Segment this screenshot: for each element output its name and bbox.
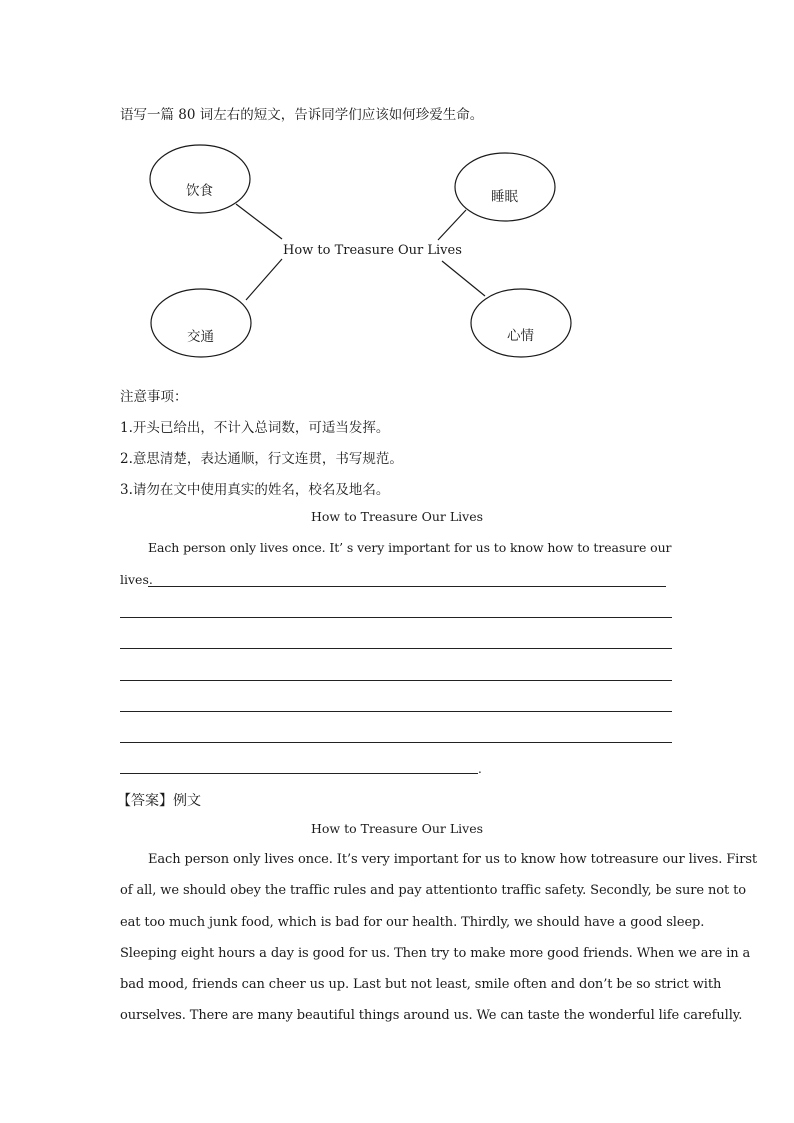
node-traffic-label: 交通: [187, 329, 214, 345]
note-item: 2.意思清楚，表达通顺，行文连贯，书写规范。: [120, 451, 403, 467]
end-mark: .: [478, 762, 482, 776]
instruction-text: 语写一篇 80 词左右的短文，告诉同学们应该如何珍爱生命。: [120, 107, 484, 123]
node-mood-label: 心情: [507, 328, 534, 344]
prompt-lives-word: lives.: [120, 572, 153, 587]
prompt-title: How to Treasure Our Lives: [310, 509, 483, 524]
connector-sleep: [438, 210, 466, 240]
writing-line: [120, 742, 672, 743]
node-traffic-ellipse: [151, 289, 251, 357]
writing-line: [120, 648, 672, 649]
writing-line: [148, 586, 666, 587]
writing-line: [120, 680, 672, 681]
note-item: 1.开头已给出，不计入总词数，可适当发挥。: [120, 420, 390, 436]
node-diet-label: 饮食: [186, 183, 213, 199]
mind-map-diagram: [0, 0, 794, 400]
prompt-first-line: Each person only lives once. It’ s very important for us to know how to treasure our: [148, 540, 672, 555]
answer-line: ourselves. There are many beautiful things around us. We can taste the wonderful life carefully.: [120, 1008, 743, 1023]
answer-line: Each person only lives once. It’s very important for us to know how totreasure our lives. First: [148, 852, 758, 867]
answer-line: Sleeping eight hours a day is good for us. Then try to make more good friends. When we are in a: [120, 946, 751, 961]
note-item: 3.请勿在文中使用真实的姓名，校名及地名。: [120, 482, 390, 498]
connector-mood: [442, 261, 485, 296]
answer-title: How to Treasure Our Lives: [310, 821, 483, 836]
writing-line: [120, 617, 672, 618]
notes-heading: 注意事项：: [120, 389, 188, 405]
connector-diet: [236, 204, 282, 239]
answer-line: of all, we should obey the traffic rules and pay attentionto traffic safety. Secondly, be sure not to: [120, 883, 747, 898]
answer-heading: 【答案】例文: [117, 793, 201, 809]
answer-line: bad mood, friends can cheer us up. Last but not least, smile often and don’t be so strict with: [120, 977, 722, 992]
node-mood-ellipse: [471, 289, 571, 357]
mindmap-center-label: How to Treasure Our Lives: [283, 243, 462, 258]
connector-traffic: [246, 259, 282, 300]
writing-line: [120, 711, 672, 712]
answer-line: eat too much junk food, which is bad for our health. Thirdly, we should have a good sleep.: [120, 915, 705, 930]
writing-line: [120, 773, 478, 774]
node-sleep-label: 睡眠: [491, 189, 518, 205]
